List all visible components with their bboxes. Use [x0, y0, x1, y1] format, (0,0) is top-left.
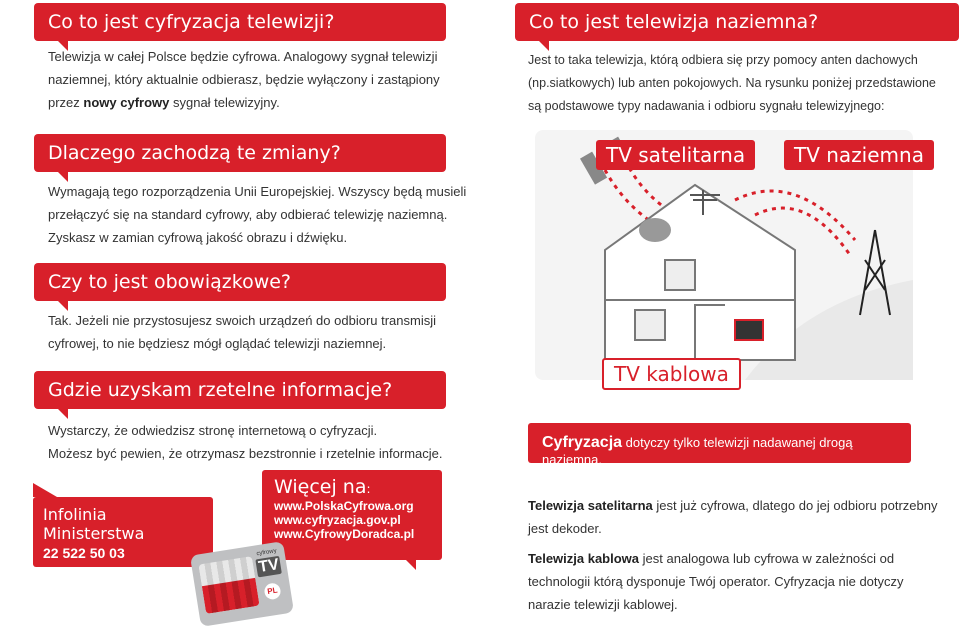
text-line: Wymagają tego rozporządzenia Unii Europejskiej. Wszyscy będą musieli	[48, 184, 467, 199]
more-info-title	[274, 476, 430, 498]
paragraph-where-info	[48, 419, 468, 465]
satellite-dish-icon	[639, 218, 671, 242]
heading-is-mandatory	[34, 263, 446, 301]
text-line: Zyskasz w zamian cyfrową jakość obrazu i dźwięku.	[48, 230, 348, 245]
text-line: Telewizja w całej Polsce będzie cyfrowa. Analogowy sygnał telewizji	[48, 49, 438, 64]
note-bold: Cyfryzacja	[542, 434, 623, 451]
heading-where-info	[34, 371, 446, 409]
digitalization-note-box	[528, 423, 911, 467]
hotline-phone[interactable]: 22 522 50 03	[43, 545, 125, 561]
text-span: jest już cyfrowa, dlatego do jej odbioru potrzebny	[652, 498, 938, 513]
tag-satellite-tv: TV satelitarna	[596, 140, 755, 170]
heading-terrestrial-tv	[515, 3, 959, 41]
text-span: jest analogowa lub cyfrowa w zależności od	[639, 551, 895, 566]
heading-text: Gdzie uzyskam rzetelne informacje?	[48, 379, 393, 401]
text-line	[528, 494, 948, 517]
text-line: cyfrowej, to nie będziesz mógł oglądać telewizji naziemnej.	[48, 336, 387, 351]
text-line: narazie telewizji kablowej.	[528, 597, 678, 612]
text-span: (np.siatkowych) lub anten pokojowych.	[528, 76, 743, 90]
text-line: technologii którą dysponuje Twój operator. Cyfryzacja nie dotyczy	[528, 574, 904, 589]
text-line: Możesz być pewien, że otrzymasz bezstronnie i rzetelnie informacje.	[48, 446, 443, 461]
card-tv-label: TV	[255, 556, 282, 578]
text-line: Tak. Jeżeli nie przystosujesz swoich urządzeń do odbioru transmisji	[48, 313, 437, 328]
text-line	[48, 91, 468, 114]
tv-set-icon	[735, 320, 763, 340]
heading-what-is-digitalization	[34, 3, 446, 41]
text-line: są podstawowe typy nadawania i odbioru sygnału telewizyjnego:	[528, 99, 885, 113]
heading-text: Dlaczego zachodzą te zmiany?	[48, 142, 341, 164]
text-line	[528, 547, 948, 570]
paragraph-terrestrial-tv	[528, 49, 948, 118]
text-line: przełączyć się na standard cyfrowy, aby odbierać telewizję naziemną.	[48, 207, 448, 222]
text-line: Wystarczy, że odwiedzisz stronę internetową o cyfryzacji.	[48, 423, 378, 438]
more-info-box	[262, 470, 442, 560]
tag-cable-tv: TV kablowa	[602, 358, 741, 390]
text-bold: nowy cyfrowy	[83, 95, 170, 110]
text-span: sygnał telewizyjny.	[169, 95, 280, 110]
heading-text: Co to jest telewizja naziemna?	[529, 11, 819, 33]
text-span: Na rysunku poniżej przedstawione	[742, 76, 936, 90]
hotline-title: Infolinia Ministerstwa	[43, 505, 145, 543]
heading-why-changes	[34, 134, 446, 172]
card-pl-label: PL	[263, 582, 281, 600]
text-span: przez	[48, 95, 84, 110]
more-info-colon: :	[366, 482, 371, 496]
more-info-title-text: Więcej na	[274, 476, 367, 498]
card-small-label: cyfrowy	[256, 548, 278, 558]
paragraph-cable-note	[528, 547, 948, 616]
text-line	[528, 72, 948, 95]
card-screen	[198, 556, 259, 614]
note-text: dotyczy tylko telewizji nadawanej drogą naziemną.	[542, 435, 853, 467]
paragraph-why-changes	[48, 180, 468, 249]
text-line: naziemnej, który aktualnie odbierasz, będzie wyłączony i zastąpiony	[48, 72, 440, 87]
digital-tv-card-logo	[190, 541, 294, 626]
link-polskacyfrowa[interactable]: www.PolskaCyfrowa.org	[274, 499, 414, 513]
hotline-note: (opłata zgodna z taryfą operatora)	[43, 570, 149, 577]
heading-text: Czy to jest obowiązkowe?	[48, 271, 292, 293]
hotline-box	[33, 497, 213, 577]
paragraph-digitalization	[48, 45, 468, 114]
paragraph-is-mandatory	[48, 309, 468, 355]
text-bold: Telewizja satelitarna	[528, 498, 653, 513]
card-flag-red	[202, 578, 260, 614]
text-line: Jest to taka telewizja, którą odbiera się przy pomocy anten dachowych	[528, 53, 918, 67]
tag-terrestrial-tv: TV naziemna	[784, 140, 934, 170]
text-bold: Telewizja kablowa	[528, 551, 640, 566]
heading-text: Co to jest cyfryzacja telewizji?	[48, 11, 335, 33]
link-cyfryzacja[interactable]: www.cyfryzacja.gov.pl	[274, 513, 401, 527]
paragraph-satellite-note	[528, 494, 948, 540]
text-line: jest dekoder.	[528, 521, 602, 536]
link-cyfrowydoradca[interactable]: www.CyfrowyDoradca.pl	[274, 527, 415, 541]
